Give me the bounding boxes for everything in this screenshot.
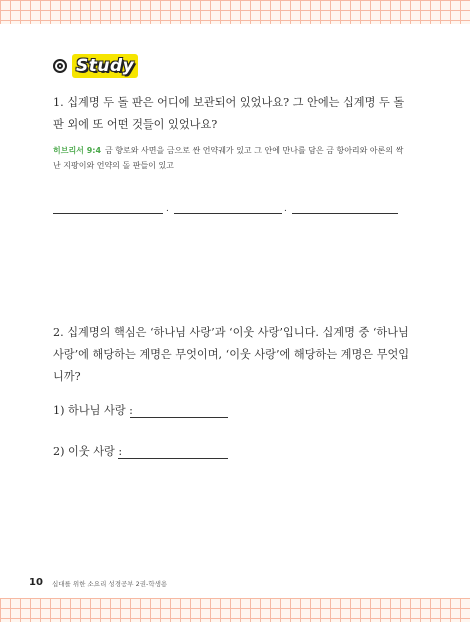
footer-book-title: 십대를 위한 소요리 성경공부 2권-학생용: [52, 580, 168, 588]
scripture-text: 금 향로와 사면을 금으로 싼 언약궤가 있고 그 안에 만나를 담은 금 항아리와 아론의 싹 난 지팡이와 언약의 돌 판들이 있고: [53, 146, 404, 170]
answer-blank-3[interactable]: [292, 213, 398, 214]
answer-blanks-row: [53, 203, 398, 217]
grid-pattern-header: [0, 0, 470, 24]
page-number: 10: [29, 577, 43, 588]
answer-blank-1[interactable]: [53, 213, 163, 214]
question-2-text: 2. 십계명의 핵심은 ‘하나님 사랑’과 ‘이웃 사랑’입니다. 십계명 중 ‘하나님 사랑’에 해당하는 계명은 무엇이며, ‘이웃 사랑’에 해당하는 계명은 무엇입니까?: [53, 326, 410, 383]
target-circle-icon: [53, 59, 67, 73]
answer-label-neighbor-love: 2) 이웃 사랑 :: [53, 445, 123, 458]
answer-label-god-love: 1) 하나님 사랑 :: [53, 404, 133, 417]
separator-dot: .: [284, 204, 287, 214]
answer-line-god-love[interactable]: [130, 417, 228, 418]
grid-pattern-footer: [0, 598, 470, 622]
study-heading: Study: [72, 54, 138, 78]
answer-line-neighbor-love[interactable]: [118, 458, 228, 459]
question-1-text: 1. 십계명 두 돌 판은 어디에 보관되어 있었나요? 그 안에는 십계명 두 돌 판 외에 또 어떤 것들이 있었나요?: [53, 96, 405, 131]
answer-blank-2[interactable]: [174, 213, 282, 214]
separator-dot: .: [166, 204, 169, 214]
scripture-reference: [53, 143, 409, 173]
scripture-source: 히브리서 9:4: [53, 146, 102, 155]
